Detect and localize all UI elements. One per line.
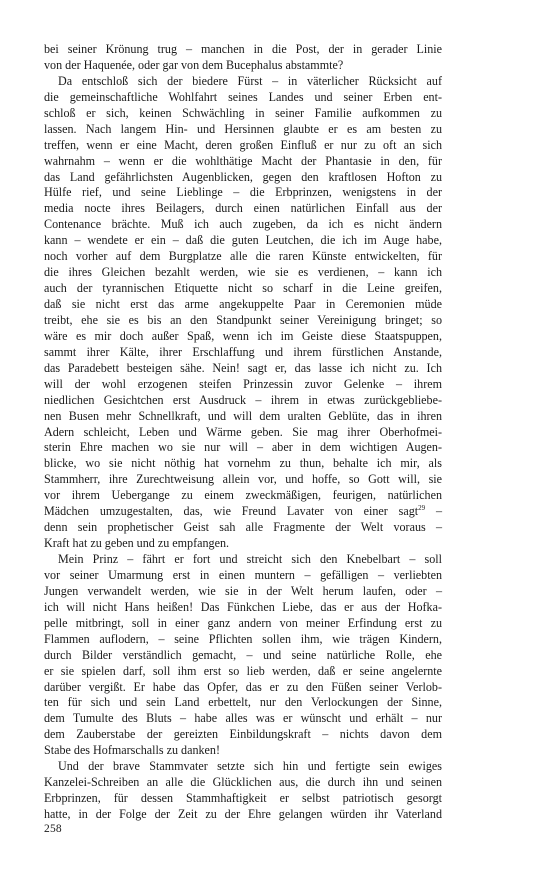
text-line: wahrnahm – wenn er die wohlthätige Macht der Phantasie in den, für: [44, 153, 442, 168]
text-line: hatte, in der Folge der Zeit zu der Ehre gelangen würden ihr Vaterland: [44, 807, 442, 821]
text-line: Contenance brächte. Muß ich auch zugeben, da ich es nicht ändern: [44, 217, 442, 232]
text-line: durch Bilder verständlich gemacht, – und seine natürliche Rolle, ehe: [44, 647, 442, 662]
text-line: Und der brave Stammvater setzte sich hin und fertigte sein ewiges: [58, 759, 442, 774]
page-number: 258: [44, 823, 62, 835]
text-line: Da entschloß sich der biedere Fürst – in väterlicher Rücksicht auf: [58, 73, 442, 88]
text-line: vor seiner Umarmung erst in einen muntern – gefälligen – verliebten: [44, 567, 442, 582]
page-body: [44, 42, 442, 823]
text-line: noch vorher auf dem Burgplatze alle die raren Künste entwickelten, für: [44, 249, 442, 264]
text-line: media nocte ihres Beilagers, durch einen natürlichen Einfall aus der: [44, 201, 442, 216]
text-line: daß sie nicht erst das arme angekuppelte Paar in Ceremonien müde: [44, 297, 442, 311]
text-line: treibt, ehe sie es bis an den Standpunkt seiner Vereinigung bringet; so: [44, 312, 442, 327]
text-line: darüber vergißt. Er habe das Opfer, das er zu den Füßen seiner Verlob-: [44, 679, 442, 694]
text-line: pelle mitbringt, soll in einer ganz andern von meiner Erfindung erst zu: [44, 615, 442, 630]
text-line: ten für sich und sein Land erbettelt, nur den Verlockungen der Sinne,: [44, 695, 442, 710]
text-line: das Land gefährlichsten Augenblicken, gegen den kraftlosen Hofton zu: [44, 169, 442, 184]
text-line-segment: Mädchen umzugestalten, das, wie Freund Lavater von einer sagt: [44, 504, 419, 519]
text-line: lassen. Nach langem Hin- und Hersinnen glaubte er es am besten zu: [44, 121, 442, 136]
text-line: Adern schleicht, Leben und Wärme geben. Sie mag ihrer Oberhofmei-: [44, 424, 442, 439]
text-line: treffen, wenn er eine Macht, deren großen Einfluß er nur zu oft an sich: [44, 137, 442, 152]
text-line: dem Zauberstabe der gereizten Einbildungskraft – nichts davon dem: [44, 727, 442, 742]
text-line: Mein Prinz – fährt er fort und streicht sich den Knebelbart – soll: [58, 552, 442, 566]
text-line: niedlichen Gesichtchen erst Ausdruck – ihrem in etwas zurückgebliebe-: [44, 392, 442, 407]
text-line: auch der tyrannischen Etiquette nicht so scharf in die Leine greifen,: [44, 281, 442, 296]
text-line: Hülfe rief, und seine Lieblinge – die Erbprinzen, wenigstens in der: [44, 185, 442, 200]
text-line: ich will nicht Hans heißen! Das Fünkchen Liebe, das er aus der Hofka-: [44, 599, 442, 614]
text-line: sterin Ehre machen wo sie nur will – aber in dem wichtigen Augen-: [44, 440, 442, 455]
text-line: bei seiner Krönung trug – manchen in die Post, der in gerader Linie: [44, 42, 442, 56]
text-line: Kanzelei-Schreiben an alle die Glücklichen aus, die durch ihn und seinen: [44, 775, 442, 790]
text-line: dem Tumulte des Bluts – habe alles was er wünscht und erhält – nur: [44, 711, 442, 726]
text-line: von der Haquenée, oder gar von dem Bucephalus abstammte?: [44, 57, 344, 72]
text-line: Erbprinzen, für dessen Stammhaftigkeit er selbst patriotisch gesorgt: [44, 791, 442, 806]
text-line: die ihres Gleichen bezahlt werden, wie sie es verdienen, – kann ich: [44, 265, 442, 280]
text-line: sammt ihrer Kälte, ihrer Erschlaffung und ihrem fürstlichen Anstande,: [44, 344, 442, 359]
text-line: kann – wendete er ein – daß die guten Leutchen, die ich im Auge habe,: [44, 233, 442, 248]
text-line: Jungen verwandelt werden, wie sie in der Welt herum laufen, oder –: [44, 583, 442, 598]
text-line: Kraft hat zu geben und zu empfangen.: [44, 536, 230, 551]
text-line: Stabe des Hofmarschalls zu danken!: [44, 743, 220, 758]
text-line: wäre es mir doch außer Spaß, wenn ich im Geiste diese Staatspuppen,: [44, 328, 442, 343]
text-line-tail: –: [425, 504, 442, 519]
text-line: nen Busen mehr Schnellkraft, und will dem uralten Geblüte, das in ihren: [44, 408, 442, 423]
text-line: er sie spielen darf, soll ihm erst so lieb werden, daß er seine angelernte: [44, 663, 442, 678]
text-line: will der wohl erzogenen steifen Prinzessin zuvor Gelenke – ihrem: [44, 376, 442, 391]
text-line: denn sein prophetischer Geist sah alle Fragmente der Welt voraus –: [44, 520, 442, 535]
text-line: vor ihrem Uebergange zu einem zweckmäßigen, feurigen, natürlichen: [44, 488, 442, 503]
text-line: blicke, wo sie nicht nöthig hat vornehm zu thun, behalte ich mir, als: [44, 456, 442, 471]
text-line-with-footnote: [44, 504, 442, 520]
text-line: Stammherr, ihre Zurechtweisung allein vor, und hoffe, so Gott will, sie: [44, 472, 442, 487]
text-line: das Paradebett besteigen sähe. Nein! sagt er, das lasse ich nicht zu. Ich: [44, 360, 442, 375]
text-line: die gemeinschaftliche Wohlfahrt seines Landes und seiner Erben ent-: [44, 89, 442, 104]
text-line: Flammen auflodern, – seine Pflichten sollen ihm, wie trägen Kindern,: [44, 631, 442, 646]
text-line: schloß er sich, keinen Schwächling in seiner Familie aufkommen zu: [44, 105, 442, 120]
footnote-reference: 29: [418, 504, 426, 513]
